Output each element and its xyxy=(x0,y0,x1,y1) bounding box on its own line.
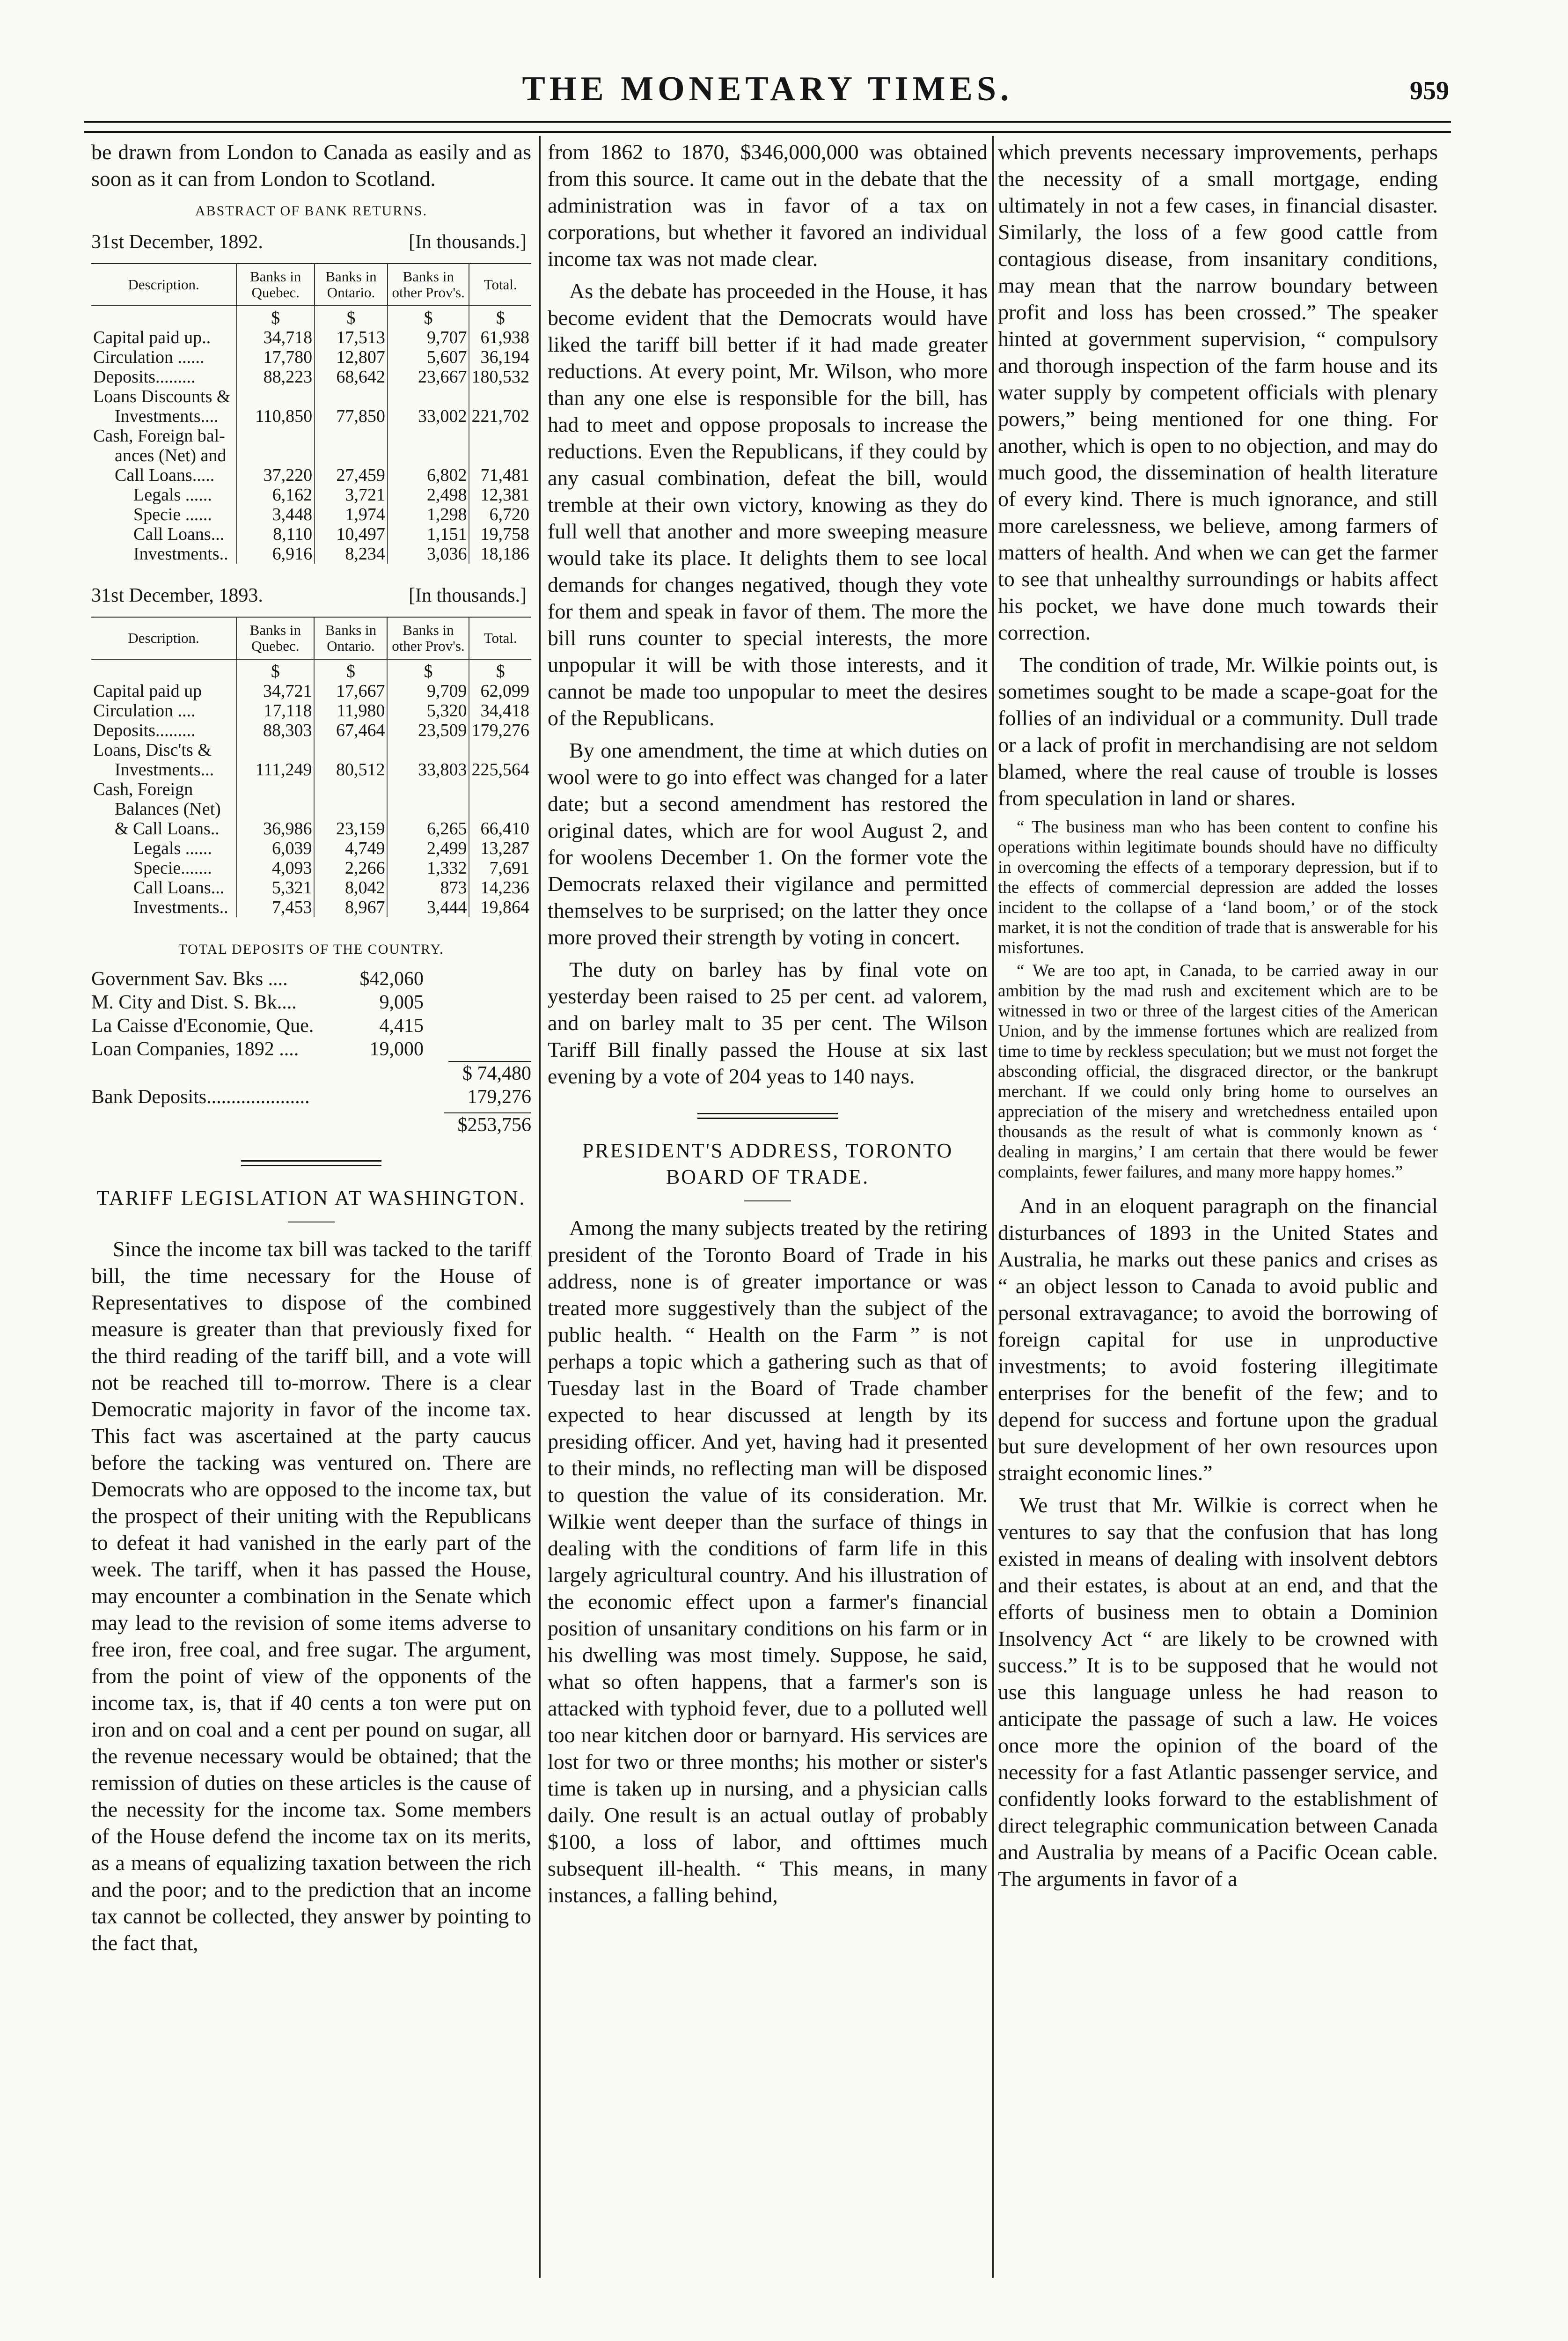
table-row: Legals ...... 6,039 4,749 2,499 13,287 xyxy=(91,839,531,858)
paragraph: By one amendment, the time at which duties on wool were to go into effect was changed for a later date; but a second amendment has restored the original dates, which are for wool August 2, and for woolens December 1. On the former vote the Democrats relaxed their vigilance and permitted themselves to be surprised; on the latter they once more proved their strength by voting in concert. xyxy=(548,738,988,949)
paragraph: As the debate has proceeded in the House, it has become evident that the Democrats would have liked the tariff bill better if it had made greater reductions. At every point, Mr. Wilson, who more than any one else is responsible for the bill, has had to meet and oppose proposals to increase the reductions. Even the Republicans, if they could by any casual combination, defeat the bill, would tremble at their own victory, knowing as they do full well that another and more sweeping measure would take its place. It delights them to see local demands for changes negatived, though they vote for them and speak in favor of them. The more the bill runs counter to special interests, the more unpopular it will be with those interests, and it cannot be made too unpopular to meet the desires of the Republicans. xyxy=(548,279,988,730)
table-row: Call Loans... 5,321 8,042 873 14,236 xyxy=(91,878,531,898)
page-number: 959 xyxy=(1410,76,1449,105)
paragraph: Among the many subjects treated by the retiring president of the Toronto Board of Trade in his address, none is of greater importance or was treated more suggestively than the subject of the public health. “ Health on the Farm ” is not perhaps a topic which a gathering such as that of Tuesday last in the Board of Trade chamber expected to hear discussed at length by its presiding officer. And yet, having had it presented to their minds, no reflecting man will be disposed to question the value of its consideration. Mr. Wilkie went deeper than the surface of things in dealing with the conditions of farm life in this largely agricultural country. And his illustration of the economic effect upon a farmer's financial position of unsanitary conditions on his farm or in his dwelling was most timely. Suppose, he said, what so often happens, that a farmer's son is attacked with typhoid fever, due to a polluted well too near kitchen door or barnyard. His services are lost for two or three months; his mother or sister's time is taken up in nursing, and a physician calls daily. One result is an actual outlay of probably $100, a loss of labor, and ofttimes much subsequent ill-health. “ This means, in many instances, a falling behind, xyxy=(548,1216,988,1907)
table-header: Banks in Quebec. xyxy=(236,264,315,306)
table-row: Cash, Foreign xyxy=(91,780,531,799)
table-header: Total. xyxy=(469,264,531,306)
table-dateline: 31st December, 1892. [In thousands.] xyxy=(91,231,527,253)
table-header: Banks in other Prov's. xyxy=(388,264,469,306)
table-row: $ $ $ $ xyxy=(91,659,531,681)
masthead-rule xyxy=(84,121,1451,133)
masthead xyxy=(84,61,1451,122)
table-row: Capital paid up.. 34,718 17,513 9,707 61,938 xyxy=(91,328,531,347)
table-row: Capital paid up 34,721 17,667 9,709 62,099 xyxy=(91,681,531,701)
column-3 xyxy=(998,139,1438,2274)
list-item: Government Sav. Bks .... $42,060 xyxy=(91,968,424,990)
deposits-title: TOTAL DEPOSITS OF THE COUNTRY. xyxy=(178,942,444,957)
paragraph: which prevents necessary improvements, perhaps the necessity of a small mortgage, ending ultimately in not a few cases, in financial disaster. Similarly, the loss of a few good cattle from contagious disease, from insanitary conditions, may mean that the narrow boundary between profit and loss has been crossed.” The speaker hinted at government supervision, “ compulsory and thorough inspection of the farm house and its water supply by competent officials with plenary powers,” being mentioned for one thing. For another, which is open to no objection, and may do much good, the dissemination of health literature of every kind. There is much ignorance, and still more carelessness, we believe, among farmers of matters of health. And when we can get the farmer to see that unhealthy surroundings or habits affect his pocket, we have done much towards their correction. xyxy=(998,140,1438,644)
column-1 xyxy=(91,139,531,2274)
list-item: Loan Companies, 1892 .... 19,000 xyxy=(91,1038,424,1060)
table-header: Description. xyxy=(91,264,236,306)
paragraph: The duty on barley has by final vote on yesterday been raised to 25 per cent. ad valorem, and on barley malt to 35 per cent. The Wilson Tariff Bill finally passed the House at six last evening by a vote of 204 yeas to 140 nays. xyxy=(548,957,988,1088)
paragraph: The condition of trade, Mr. Wilkie points out, is sometimes sought to be made a scape-goat for the follies of an individual or a community. Dull trade or a lack of profit in merchandising are not seldom blamed, where the real cause of trouble is losses from speculation in land or shares. xyxy=(998,653,1438,810)
table-header: Banks in Ontario. xyxy=(315,264,388,306)
column-2 xyxy=(548,139,988,2274)
section-divider xyxy=(697,1113,838,1119)
table-row: Circulation ...... 17,780 12,807 5,607 36,194 xyxy=(91,347,531,367)
table-row: Deposits......... 88,303 67,464 23,509 179,276 xyxy=(91,721,531,740)
paragraph: And in an eloquent paragraph on the financial disturbances of 1893 in the United States and Australia, he marks out these panics and crises as “ an object lesson to Canada to avoid public and personal extravagance; to avoid the borrowing of foreign capital for use in unproductive investments; to avoid fostering illegitimate enterprises for the benefit of the few; and to depend for success and fortune upon the gradual but sure development of her own resources upon straight economic lines.” xyxy=(998,1194,1438,1485)
table-header: Banks in Ontario. xyxy=(314,617,387,659)
bank-returns-table-1893 xyxy=(91,617,531,917)
table-row: Investments... 111,249 80,512 33,803 225,564 xyxy=(91,760,531,780)
table-row: Loans, Disc'ts & xyxy=(91,740,531,760)
deposits-list xyxy=(91,967,531,1137)
column-divider xyxy=(992,136,994,2278)
paragraph: We trust that Mr. Wilkie is correct when he ventures to say that the confusion that has long existed in means of dealing with insolvent debtors and their estates, is about at an end, and that the efforts of business men to obtain a Dominion Insolvency Act “ are likely to be crowned with success.” It is to be supposed that he would not use this language unless he had reason to anticipate the passage of such a law. He voices once more the opinion of the board of the necessity for a fast Atlantic passenger service, and confidently looks forward to the establishment of direct telegraphic communication between Canada and Australia by means of a Pacific Ocean cable. The arguments in favor of a xyxy=(998,1493,1438,1891)
page-title: THE MONETARY TIMES. xyxy=(522,70,1013,108)
paragraph: from 1862 to 1870, $346,000,000 was obtained from this source. It came out in the debate that the administration was in favor of a tax on corporations, but whether it favored an individual income tax was not made clear. xyxy=(548,140,988,271)
table-row: Circulation .... 17,118 11,980 5,320 34,418 xyxy=(91,701,531,721)
table-row: Loans Discounts & xyxy=(91,387,531,406)
table-row: Legals ...... 6,162 3,721 2,498 12,381 xyxy=(91,485,531,505)
quote-paragraph: “ We are too apt, in Canada, to be carried away in our ambition by the mad rush and excitement which are to be witnessed in two or three of the largest cities of the American Union, and by the immense fortunes which are realized from time to time by reckless speculation; but we must not forget the absconding official, the disgraced director, or the bankrupt merchant. If we could only bring home to ourselves an appreciation of the misery and wretchedness entailed upon thousands as the result of what is commonly known as ‘ dealing in margins,’ I am certain that there would be fewer complaints, fewer failures, and many more happy homes.” xyxy=(998,961,1438,1182)
divider xyxy=(744,1200,791,1201)
column-divider xyxy=(539,136,541,2278)
abstract-title: ABSTRACT OF BANK RETURNS. xyxy=(195,203,428,219)
table-row: Balances (Net) xyxy=(91,799,531,819)
table-row: Deposits......... 88,223 68,642 23,667 180,532 xyxy=(91,367,531,387)
paragraph: Since the income tax bill was tacked to the tariff bill, the time necessary for the House of Representatives to dispose of the combined measure is greater than that previously fixed for the third reading of the tariff bill, and a vote will not be reached till to-morrow. There is a clear Democratic majority in favor of the income tax. This fact was ascertained at the party caucus before the tacking was ventured on. There are Democrats who are opposed to the income tax, but the prospect of their uniting with the Republicans to defeat it had vanished in the early part of the week. The tariff, when it has passed the House, may encounter a combination in the Senate which may lead to the revision of some items adverse to free iron, free coal, and free sugar. The argument, from the point of view of the opponents of the income tax, is, that if 40 cents a ton were put on iron and on coal and a cent per pound on sugar, all the revenue necessary would be obtained; that the remission of duties on these articles is the cause of the necessity for the income tax. Some members of the House defend the income tax on its merits, as a means of equalizing taxation between the rich and the poor; and to the prediction that an income tax cannot be collected, they answer by pointing to the fact that, xyxy=(91,1237,531,1955)
list-item: La Caisse d'Economie, Que. 4,415 xyxy=(91,1015,424,1037)
bank-returns-table-1892 xyxy=(91,263,531,564)
paragraph: be drawn from London to Canada as easily and as soon as it can from London to Scotland. xyxy=(91,140,531,191)
table-row: & Call Loans.. 36,986 23,159 6,265 66,410 xyxy=(91,819,531,839)
bank-deposits-row: Bank Deposits..................... 179,276 xyxy=(91,1086,531,1108)
list-item: M. City and Dist. S. Bk.... 9,005 xyxy=(91,992,424,1013)
table-header: Total. xyxy=(469,617,531,659)
table-row: $ $ $ $ xyxy=(91,306,531,328)
table-header: Description. xyxy=(91,617,236,659)
quote-paragraph: “ The business man who has been content to confine his operations within legitimate bounds should have no difficulty in overcoming the effects of a temporary depression, but if to the effects of commercial depression are added the losses incident to the collapse of a ‘land boom,’ or of the stock market, it is not the condition of trade that is answerable for his misfortunes. xyxy=(998,817,1438,957)
table-row: ances (Net) and xyxy=(91,446,531,465)
block-quote xyxy=(998,817,1438,1182)
grand-total-row: $253,756 xyxy=(91,1109,531,1137)
table-dateline: 31st December, 1893. [In thousands.] xyxy=(91,585,527,606)
table-row: Cash, Foreign bal- xyxy=(91,426,531,446)
table-row: Specie ...... 3,448 1,974 1,298 6,720 xyxy=(91,505,531,524)
table-header: Banks in other Prov's. xyxy=(387,617,469,659)
table-header: Banks in Quebec. xyxy=(236,617,314,659)
table-row: Investments.. 7,453 8,967 3,444 19,864 xyxy=(91,898,531,917)
table-row: Investments.... 110,850 77,850 33,002 221,702 xyxy=(91,406,531,426)
section-divider xyxy=(241,1160,381,1166)
table-row: Specie....... 4,093 2,266 1,332 7,691 xyxy=(91,858,531,878)
subtotal-row: $ 74,480 xyxy=(91,1061,531,1085)
article-heading: PRESIDENT'S ADDRESS, TORONTO BOARD OF TRADE. xyxy=(582,1139,953,1188)
table-row: Call Loans... 8,110 10,497 1,151 19,758 xyxy=(91,524,531,544)
article-heading: TARIFF LEGISLATION AT WASHINGTON. xyxy=(96,1186,526,1209)
table-row: Investments.. 6,916 8,234 3,036 18,186 xyxy=(91,544,531,564)
table-row: Call Loans..... 37,220 27,459 6,802 71,481 xyxy=(91,465,531,485)
